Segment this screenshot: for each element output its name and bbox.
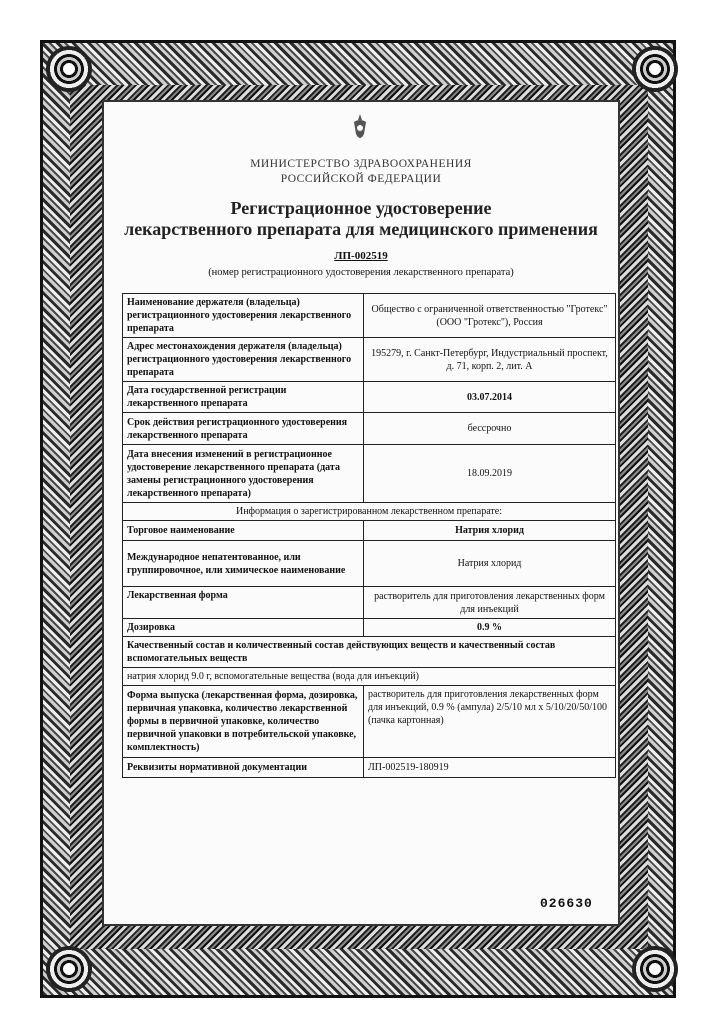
title-line-2: лекарственного препарата для медицинского применения	[124, 219, 598, 239]
corner-rosette	[632, 946, 678, 992]
trade-name-label: Торговое наименование	[123, 521, 364, 541]
registration-number-caption: (номер регистрационного удостоверения лекарственного препарата)	[208, 267, 514, 278]
table-row	[123, 637, 616, 668]
holder-name-label: Наименование держателя (владельца) регистрационного удостоверения лекарственного препарата	[123, 294, 364, 338]
table-row	[123, 294, 616, 338]
table-row	[123, 758, 616, 778]
inn-label: Международное непатентованное, или группировочное, или химическое наименование	[123, 541, 364, 587]
holder-address-value: 195279, г. Санкт-Петербург, Индустриальный проспект, д. 71, корп. 2, лит. А	[364, 338, 616, 382]
dosage-form-value: растворитель для приготовления лекарственных форм для инъекций	[364, 587, 616, 619]
table-row	[123, 503, 616, 521]
table-row	[123, 541, 616, 587]
title-line-1: Регистрационное удостоверение	[230, 198, 492, 218]
dosage-value: 0.9 %	[364, 619, 616, 637]
table-row	[123, 587, 616, 619]
registration-number: ЛП-002519	[334, 250, 388, 262]
serial-number: 026630	[540, 896, 593, 911]
change-date-value: 18.09.2019	[364, 445, 616, 503]
table-row	[123, 382, 616, 413]
validity-value: бессрочно	[364, 413, 616, 445]
drug-info-heading: Информация о зарегистрированном лекарственном препарате:	[123, 503, 616, 521]
dosage-label: Дозировка	[123, 619, 364, 637]
inn-value: Натрия хлорид	[364, 541, 616, 587]
table-row	[123, 338, 616, 382]
release-form-value: растворитель для приготовления лекарственных форм для инъекций, 0.9 % (ампула) 2/5/10 мл x 5/10/20/50/100 (пачка картонная)	[364, 686, 616, 758]
ministry-line-1: МИНИСТЕРСТВО ЗДРАВООХРАНЕНИЯ	[250, 158, 472, 170]
normative-doc-value: ЛП-002519-180919	[364, 758, 616, 778]
normative-doc-label: Реквизиты нормативной документации	[123, 758, 364, 778]
holder-name-value: Общество с ограниченной ответственностью "Гротекс" (ООО "Гротекс"), Россия	[364, 294, 616, 338]
composition-heading: Качественный состав и количественный состав действующих веществ и качественный состав вспомогательных веществ	[123, 637, 616, 668]
release-form-label: Форма выпуска (лекарственная форма, дозировка, первичная упаковка, количество лекарственной формы в первичной упаковке, количество первичной упаковки в потребительской упаковке, комплектность)	[123, 686, 364, 758]
corner-rosette	[46, 946, 92, 992]
table-row	[123, 686, 616, 758]
table-row	[123, 413, 616, 445]
table-row	[123, 619, 616, 637]
holder-address-label: Адрес местонахождения держателя (владельца) регистрационного удостоверения лекарственного препарата	[123, 338, 364, 382]
table-row	[123, 521, 616, 541]
corner-rosette	[46, 46, 92, 92]
trade-name-value: Натрия хлорид	[364, 521, 616, 541]
ministry-line-2: РОССИЙСКОЙ ФЕДЕРАЦИИ	[280, 173, 442, 185]
emblem-icon	[348, 112, 372, 146]
certificate-table	[122, 293, 616, 778]
validity-label: Срок действия регистрационного удостоверения лекарственного препарата	[123, 413, 364, 445]
table-row	[123, 445, 616, 503]
dosage-form-label: Лекарственная форма	[123, 587, 364, 619]
registration-date-label: Дата государственной регистрации лекарственного препарата	[123, 382, 364, 413]
corner-rosette	[632, 46, 678, 92]
table-row	[123, 668, 616, 686]
registration-date-value: 03.07.2014	[364, 382, 616, 413]
change-date-label: Дата внесения изменений в регистрационное удостоверение лекарственного препарата (дата замены регистрационного удостоверения лекарственного препарата)	[123, 445, 364, 503]
composition-value: натрия хлорид 9.0 г, вспомогательные вещества (вода для инъекций)	[123, 668, 616, 686]
